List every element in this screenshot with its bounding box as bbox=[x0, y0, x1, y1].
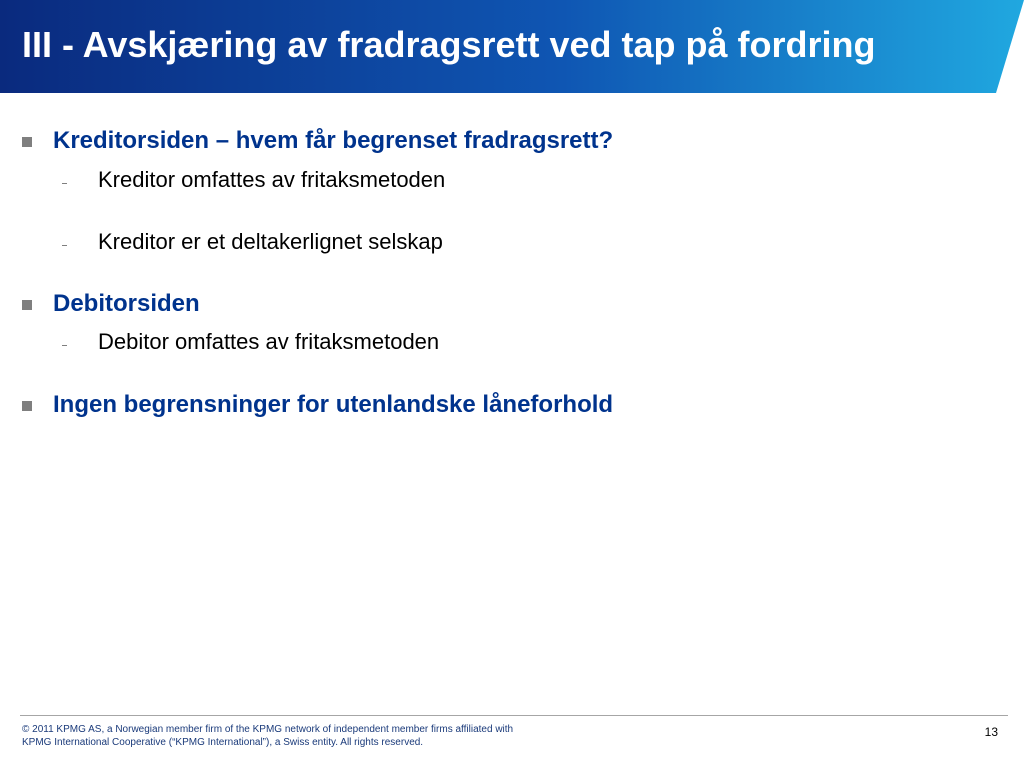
sub-bullet-text: Kreditor er et deltakerlignet selskap bbox=[98, 229, 443, 254]
dash-bullet-icon bbox=[62, 345, 67, 346]
slide-title: III - Avskjæring av fradragsrett ved tap på fordring bbox=[22, 24, 876, 65]
sub-bullet-item bbox=[0, 327, 1000, 361]
dash-bullet-icon bbox=[62, 245, 67, 246]
dash-bullet-icon bbox=[62, 183, 67, 184]
footer-copyright bbox=[22, 723, 513, 749]
footer-line-2: KPMG International Cooperative (“KPMG International”), a Swiss entity. All rights reserved. bbox=[22, 737, 424, 748]
sub-bullet-text: Kreditor omfattes av fritaksmetoden bbox=[98, 167, 446, 192]
sub-bullet-text: Debitor omfattes av fritaksmetoden bbox=[98, 329, 440, 354]
bullet-item bbox=[0, 125, 1000, 159]
sub-bullet-item bbox=[0, 165, 1000, 199]
bullet-text: Debitorsiden bbox=[53, 290, 200, 317]
sub-bullet-item bbox=[0, 227, 1000, 261]
square-bullet-icon bbox=[22, 401, 32, 411]
footer-line-1: © 2011 KPMG AS, a Norwegian member firm of the KPMG network of independent member firms affiliated with bbox=[22, 724, 514, 735]
page-number: 13 bbox=[984, 725, 998, 739]
square-bullet-icon bbox=[22, 300, 32, 310]
bullet-item bbox=[0, 288, 1000, 322]
footer-divider bbox=[20, 715, 1008, 716]
square-bullet-icon bbox=[22, 137, 32, 147]
bullet-text: Kreditorsiden – hvem får begrenset fradragsrett? bbox=[53, 127, 614, 154]
bullet-item bbox=[0, 389, 1000, 423]
bullet-text: Ingen begrensninger for utenlandske låneforhold bbox=[53, 391, 614, 418]
